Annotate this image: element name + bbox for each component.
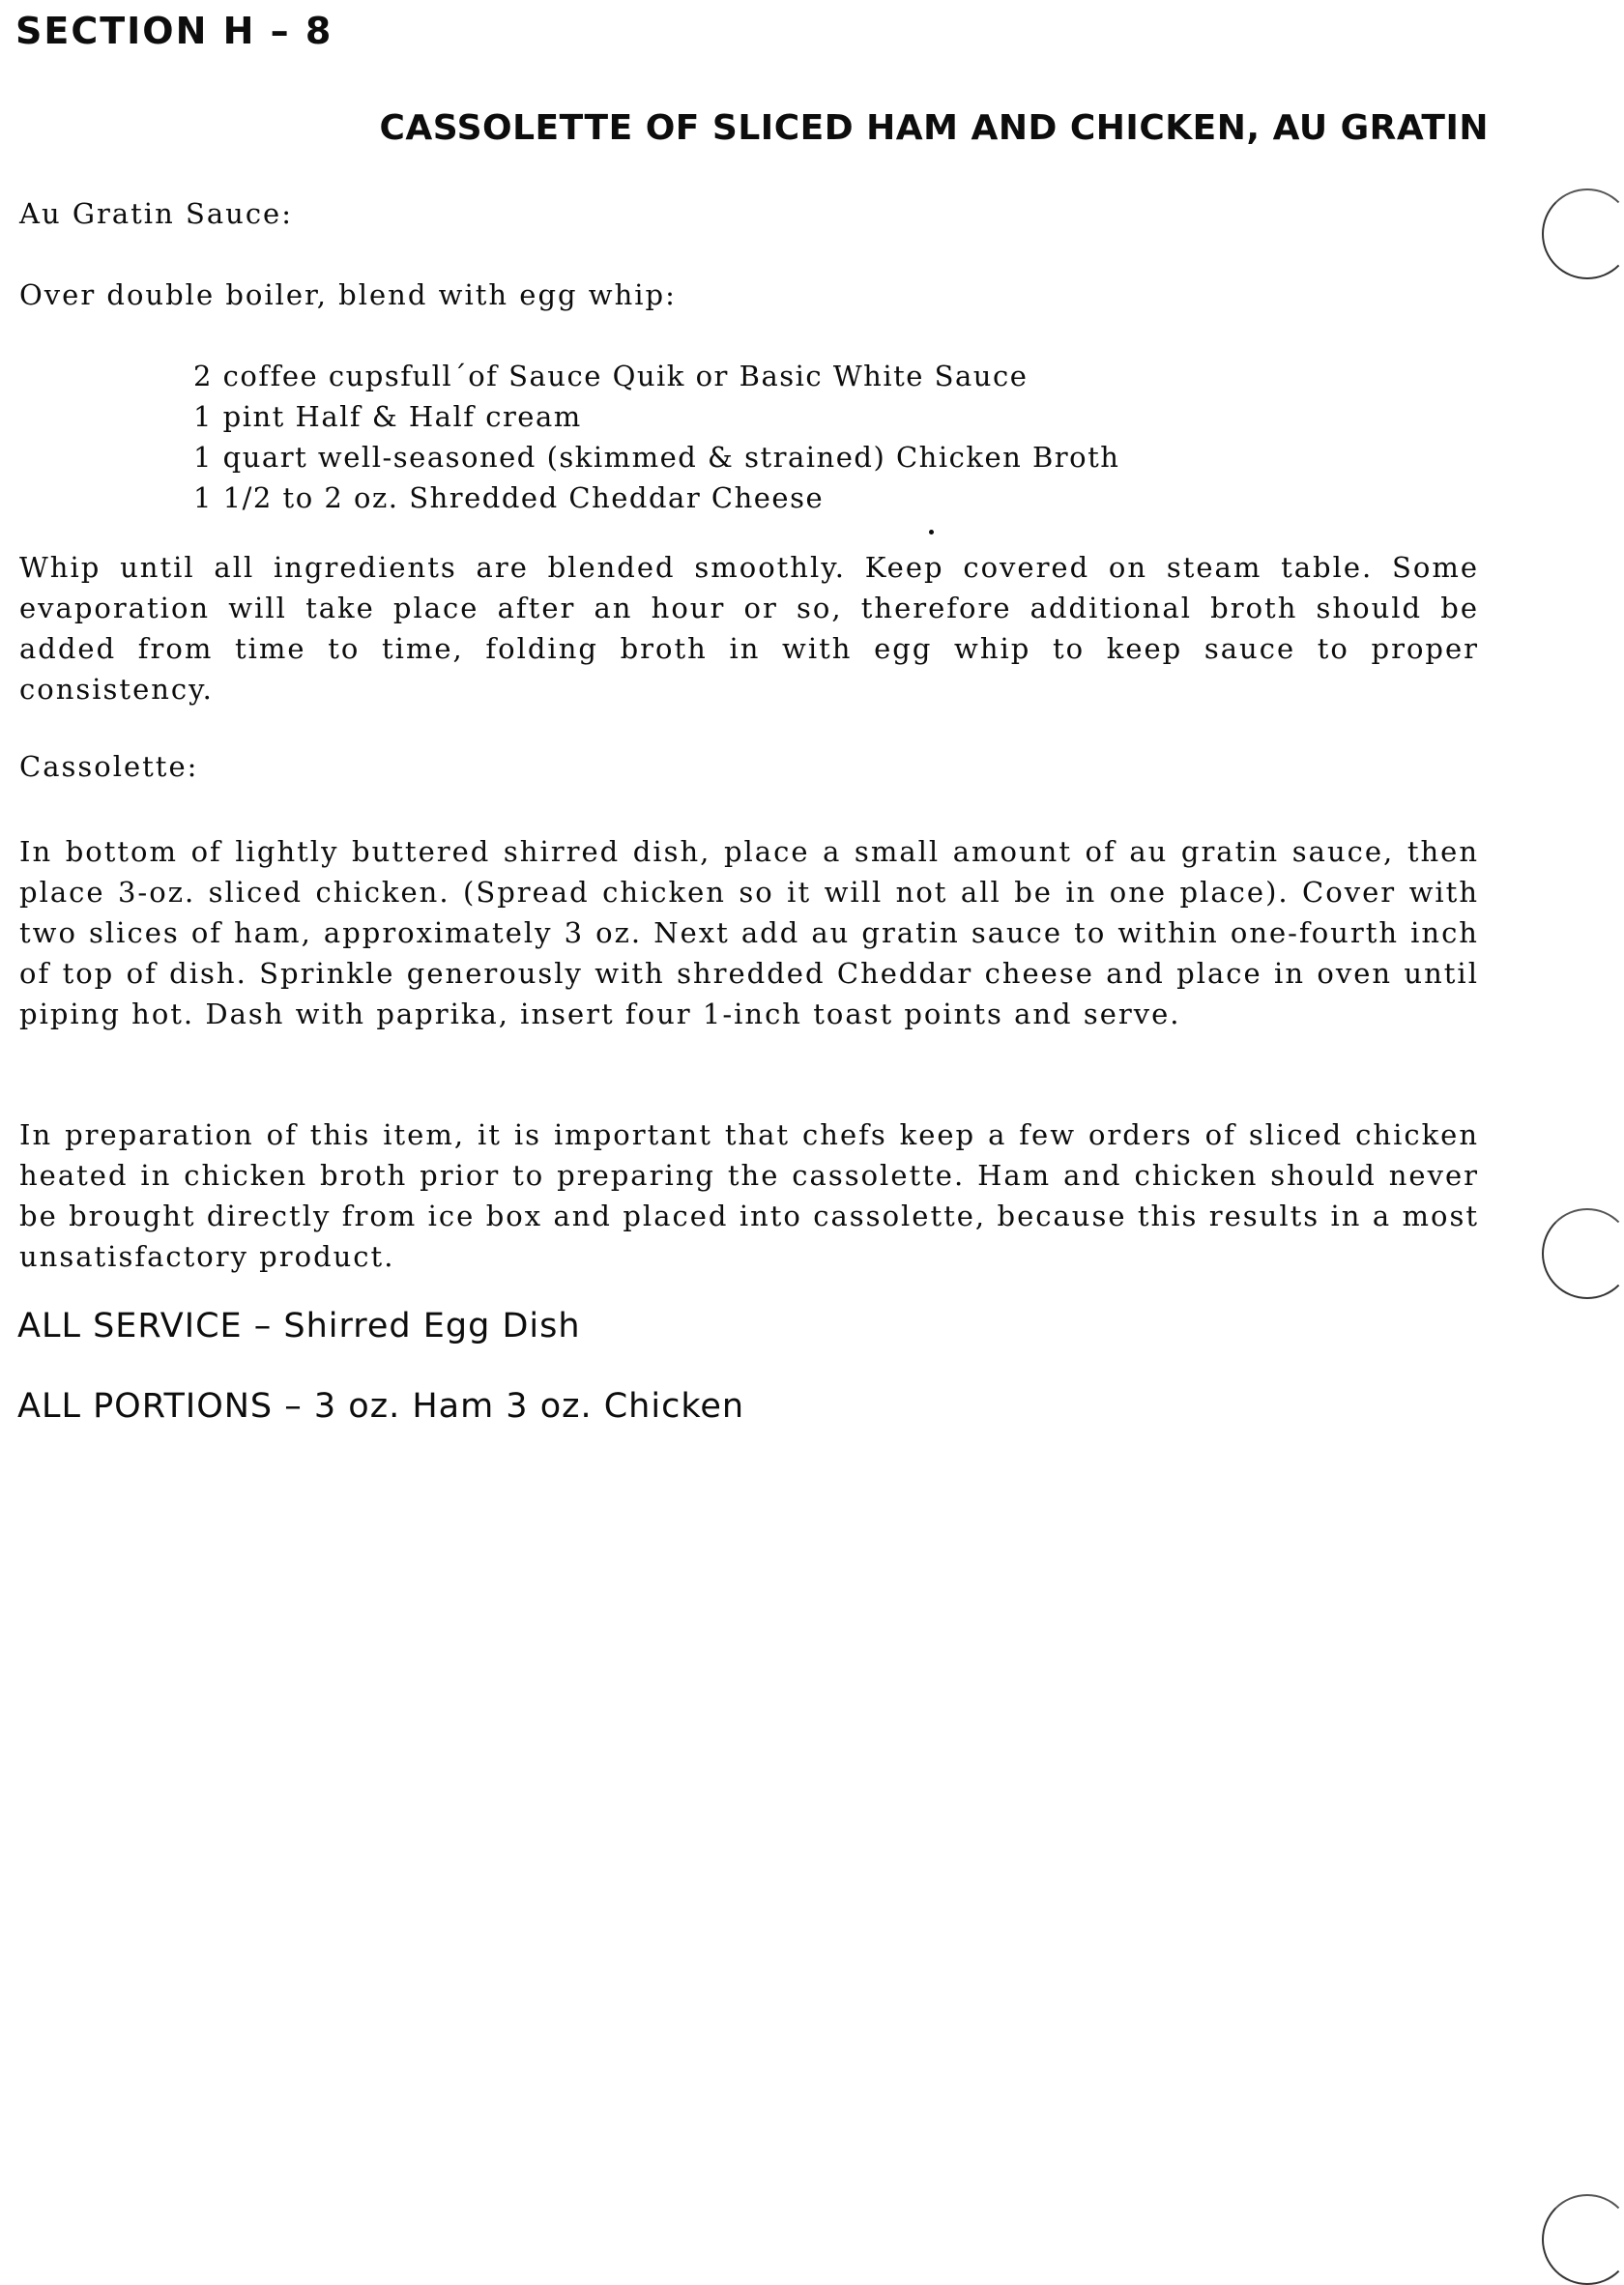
preparation-note	[19, 1114, 1479, 1277]
ingredient-item: 1 1/2 to 2 oz. Shredded Cheddar Cheese	[193, 481, 825, 514]
ingredient-item: 1 pint Half & Half cream	[193, 400, 582, 433]
cassolette-heading: Cassolette:	[19, 750, 199, 783]
punch-hole	[1542, 188, 1624, 279]
sauce-instruction: Over double boiler, blend with egg whip:	[19, 278, 677, 311]
ingredient-list	[193, 356, 1119, 518]
punch-hole	[1542, 1208, 1624, 1299]
portions-line: ALL PORTIONS – 3 oz. Ham 3 oz. Chicken	[17, 1387, 745, 1426]
sauce-heading: Au Gratin Sauce:	[19, 197, 293, 230]
recipe-title: CASSOLETTE OF SLICED HAM AND CHICKEN, AU GRATIN	[379, 108, 1489, 148]
sauce-method-text: Whip until all ingredients are blended smoothly. Keep covered on steam table. Some evaporation will take place after an hour or so, therefore additional broth should be added from time to time, folding broth in with egg whip to keep sauce to proper consistency.	[19, 551, 1479, 706]
ingredient-item: 2 coffee cupsfull´of Sauce Quik or Basic White Sauce	[193, 360, 1029, 392]
preparation-note-text: In preparation of this item, it is important that chefs keep a few orders of sliced chicken heated in chicken broth prior to preparing the cassolette. Ham and chicken should never be brought directly from ice box and placed into cassolette, because this results in a most unsatisfactory product.	[19, 1118, 1479, 1273]
cassolette-method	[19, 831, 1479, 1034]
service-line: ALL SERVICE – Shirred Egg Dish	[17, 1307, 581, 1345]
cassolette-method-text: In bottom of lightly buttered shirred dish, place a small amount of au gratin sauce, then place 3-oz. sliced chicken. (Spread chicken so it will not all be in one place). Cover with two slices of ham, approximately 3 oz. Next add au gratin sauce to within one-fourth inch of top of dish. Sprinkle generously with shredded Cheddar cheese and place in oven until piping hot. Dash with paprika, insert four 1-inch toast points and serve.	[19, 835, 1479, 1030]
stray-dot	[929, 530, 934, 535]
ingredient-item: 1 quart well-seasoned (skimmed & strained) Chicken Broth	[193, 441, 1120, 474]
punch-hole	[1542, 2194, 1624, 2285]
sauce-method	[19, 547, 1479, 709]
section-header: SECTION H – 8	[15, 10, 334, 52]
